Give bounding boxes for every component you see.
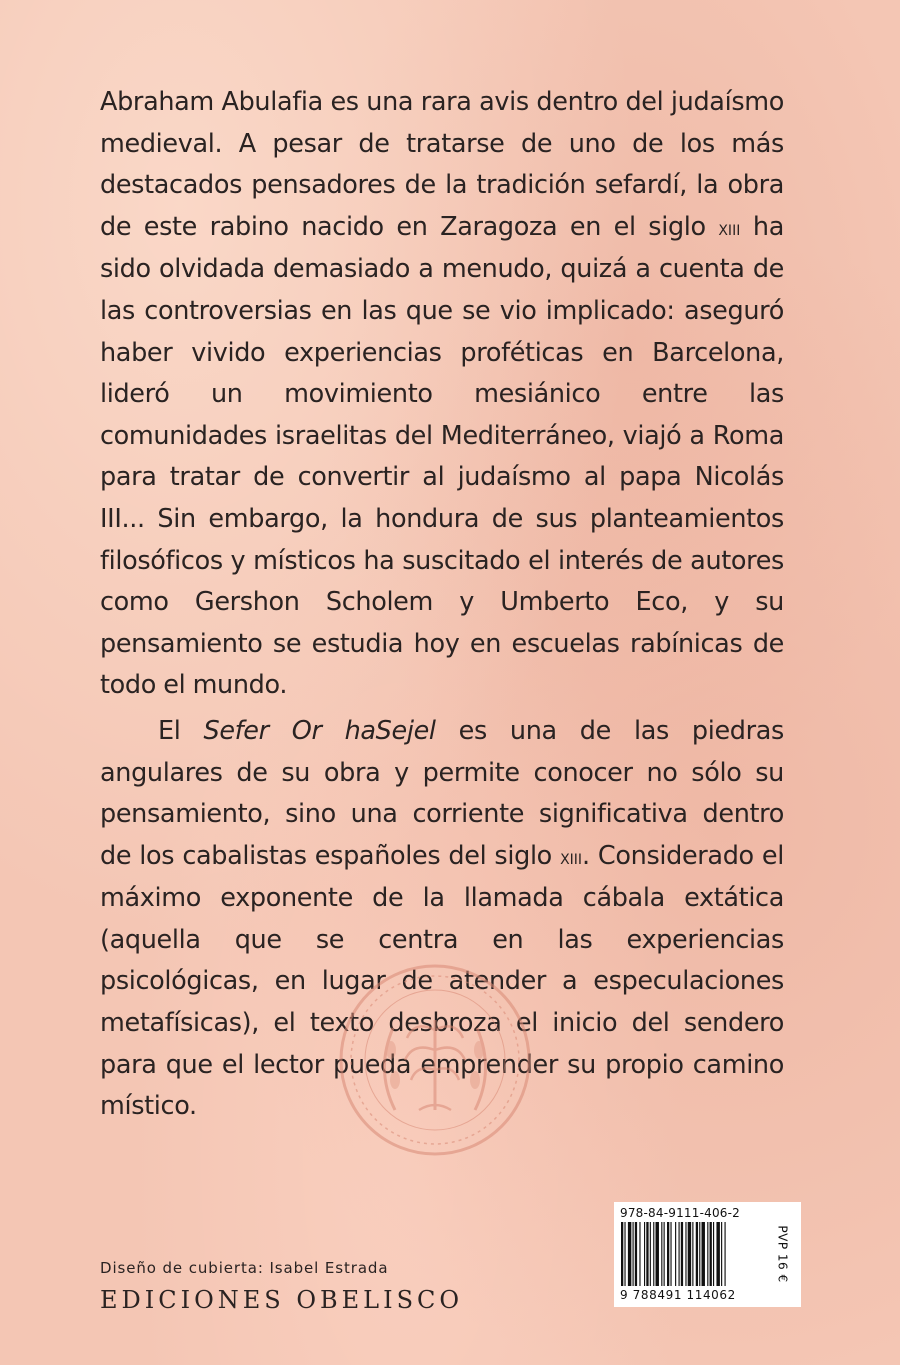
seal-watermark-icon (335, 960, 535, 1160)
barcode-icon (619, 1222, 767, 1286)
blurb-p1-text-a: Abraham Abulafia es una rara avis dentro del judaísmo medieval. A pesar de tratarse de uno de los más destacados pensadores de la tradición sefardí, la obra de este rabino nacido en Zaragoza en el siglo (100, 87, 784, 242)
blurb-p2-text-b: es una de las piedras angulares de su obra y permite conocer no sólo su pensamiento, sino una corriente significativa dentro de los cabalistas españoles del siglo (100, 715, 784, 871)
blurb-paragraph-1 (100, 82, 784, 707)
barcode-digits: 9 788491 114062 (620, 1288, 736, 1302)
blurb-p2-text-a: El (158, 715, 204, 746)
blurb-p2-century: xiii (560, 845, 583, 869)
blurb-p1-century: xiii (718, 216, 741, 240)
isbn-barcode-label (614, 1202, 801, 1307)
isbn-number: 978-84-9111-406-2 (620, 1206, 740, 1220)
cover-design-credit: Diseño de cubierta: Isabel Estrada (100, 1259, 389, 1277)
publisher-name: EDICIONES OBELISCO (100, 1286, 464, 1314)
price-label: PVP 16 € (776, 1225, 790, 1283)
price-tag (770, 1222, 796, 1286)
book-title: Sefer Or haSejel (203, 715, 436, 746)
blurb-p2-text-c: . Considerado el máximo exponente de la llamada cábala extática (aquella que se centra en las experiencias psicológicas, en lugar de atender a especulaciones metafísicas), el texto desbroza el inicio del sendero para que el lector pueda emprender su propio camino místico. (100, 840, 784, 1122)
blurb-p1-text-b: ha sido olvidada demasiado a menudo, quizá a cuenta de las controversias en las que se vio implicado: aseguró haber vivido experiencias proféticas en Barcelona, lideró un movimiento mesiánico entre las comunidades israelitas del Mediterráneo, viajó a Roma para tratar de convertir al judaísmo al papa Nicolás III... Sin embargo, la hondura de sus planteamientos filosóficos y místicos ha suscitado el interés de autores como Gershon Scholem y Umberto Eco, y su pensamiento se estudia hoy en escuelas rabínicas de todo el mundo. (100, 211, 784, 701)
